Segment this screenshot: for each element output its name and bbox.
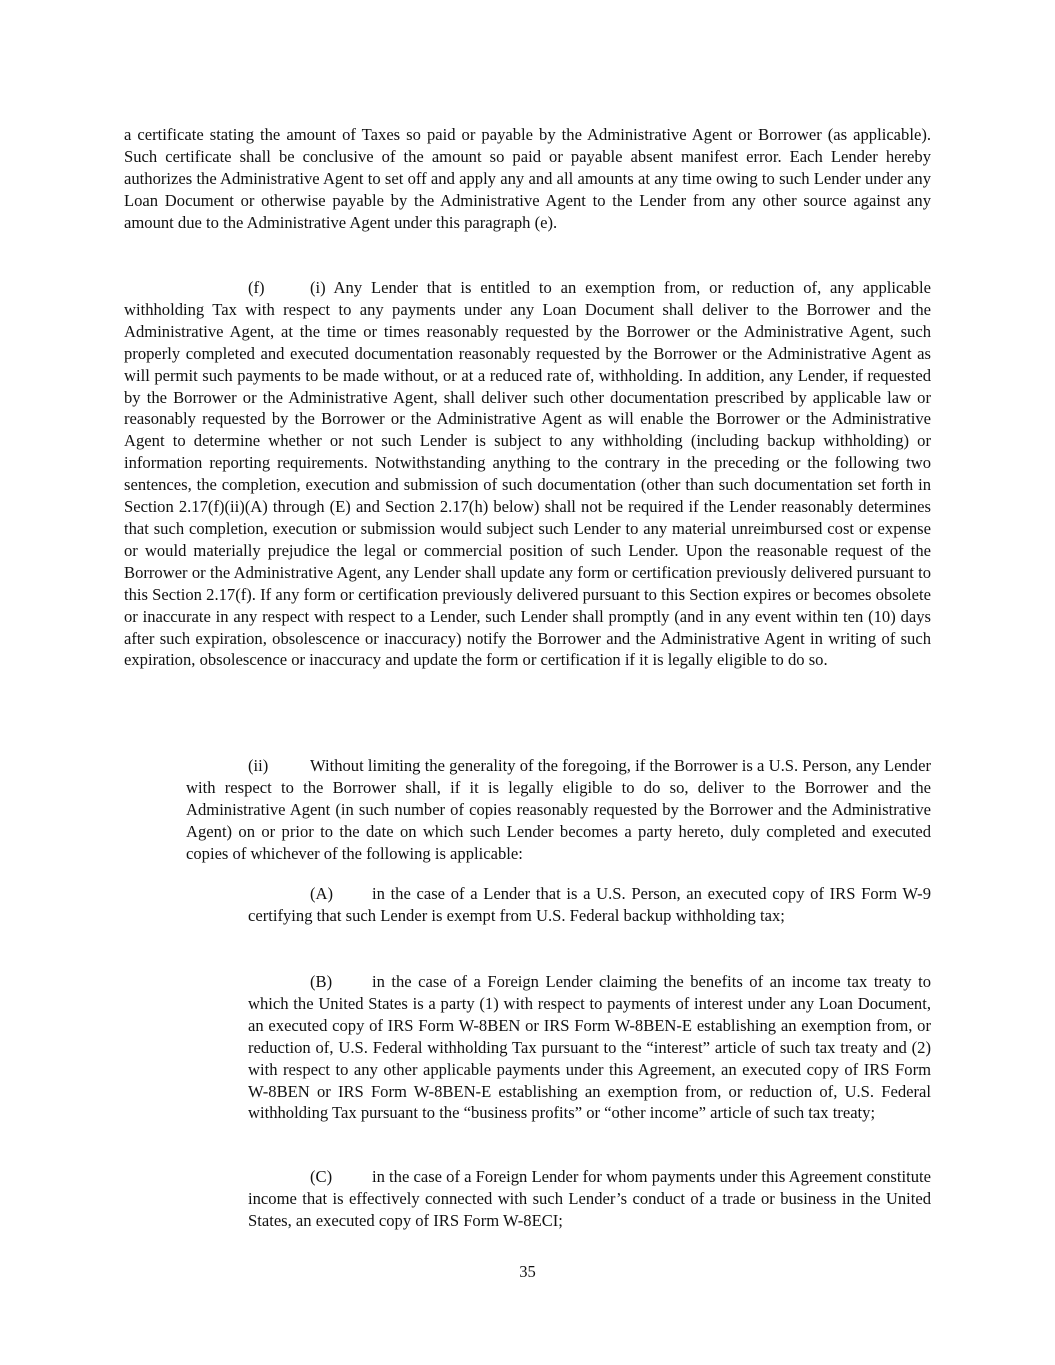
paragraph-f-marker: (f) — [248, 278, 265, 297]
paragraph-a-marker: (A) — [310, 884, 334, 903]
paragraph-f-text: (i) Any Lender that is entitled to an exemption from, or reduction of, any applicable withholding Tax with respect to any payments under any Loan Document shall deliver to the Borrower and the Administrative Agent, at the time or times reasonably requested by the Borrower or the Administrative Agent, such properly completed and executed documentation reasonably requested by the Borrower or the Administrative Agent as will permit such payments to be made without, or at a reduced rate of, withholding. In addition, any Lender, if requested by the Borrower or the Administrative Agent, shall deliver such other documentation prescribed by applicable law or reasonably requested by the Borrower or the Administrative Agent as will enable the Borrower or the Administrative Agent to determine whether or not such Lender is subject to any withholding (including backup withholding) or information reporting requirements. Notwithstanding anything to the contrary in the preceding or the following two sentences, the completion, execution and submission of such documentation (other than such documentation set forth in Section 2.17(f)(ii)(A) through (E) and Section 2.17(h) below) shall not be required if the Lender reasonably determines that such completion, execution or submission would subject such Lender to any material unreimbursed cost or expense or would materially prejudice the legal or commercial position of such Lender. Upon the reasonable request of the Borrower or the Administrative Agent, any Lender shall update any form or certification previously delivered pursuant to this Section 2.17(f). If any form or certification previously delivered pursuant to this Section expires or becomes obsolete or inaccurate in any respect with respect to a Lender, such Lender shall promptly (and in any event within ten (10) days after such expiration, obsolescence or inaccuracy) notify the Borrower and the Administrative Agent in writing of such expiration, obsolescence or inaccuracy and update the form or certification if it is legally eligible to do so. — [124, 278, 931, 670]
paragraph-ii-marker: (ii) — [248, 756, 269, 775]
paragraph-ii-text: Without limiting the generality of the foregoing, if the Borrower is a U.S. Person, any Lender with respect to the Borrower shall, if it is legally eligible to do so, deliver to the Borrower and the Administrative Agent (in such number of copies reasonably requested by the Borrower and the Administrative Agent) on or prior to the date on which such Lender becomes a party hereto, duly completed and executed copies of whichever of the following is applicable: — [186, 756, 931, 863]
paragraph-a — [248, 883, 931, 927]
paragraph-c-marker: (C) — [310, 1167, 333, 1186]
paragraph-ii — [186, 755, 931, 865]
paragraph-e-continuation: a certificate stating the amount of Taxes so paid or payable by the Administrative Agent or Borrower (as applicable). Such certificate shall be conclusive of the amount so paid or payable absent manifest error. Each Lender hereby authorizes the Administrative Agent to set off and apply any and all amounts at any time owing to such Lender under any Loan Document or otherwise payable by the Administrative Agent to the Lender from any other source against any amount due to the Administrative Agent under this paragraph (e). — [124, 125, 931, 232]
paragraph-c — [248, 1166, 931, 1232]
paragraph-b-text: in the case of a Foreign Lender claiming the benefits of an income tax treaty to which the United States is a party (1) with respect to payments of interest under any Loan Document, an executed copy of IRS Form W-8BEN or IRS Form W-8BEN-E establishing an exemption from, or reduction of, U.S. Federal withholding Tax pursuant to the “interest” article of such tax treaty and (2) with respect to any other applicable payments under this Agreement, an executed copy of IRS Form W-8BEN or IRS Form W-8BEN-E establishing an exemption from, or reduction of, U.S. Federal withholding Tax pursuant to the “business profits” or “other income” article of such tax treaty; — [248, 972, 931, 1123]
paragraph-c-text: in the case of a Foreign Lender for whom payments under this Agreement constitute income that is effectively connected with such Lender’s conduct of a trade or business in the United States, an executed copy of IRS Form W-8ECI; — [248, 1167, 931, 1230]
paragraph-a-text: in the case of a Lender that is a U.S. Person, an executed copy of IRS Form W-9 certifying that such Lender is exempt from U.S. Federal backup withholding tax; — [248, 884, 931, 925]
paragraph-f — [124, 277, 931, 671]
page-number: 35 — [519, 1262, 536, 1281]
paragraph-b-marker: (B) — [310, 972, 333, 991]
paragraph-b — [248, 971, 931, 1124]
